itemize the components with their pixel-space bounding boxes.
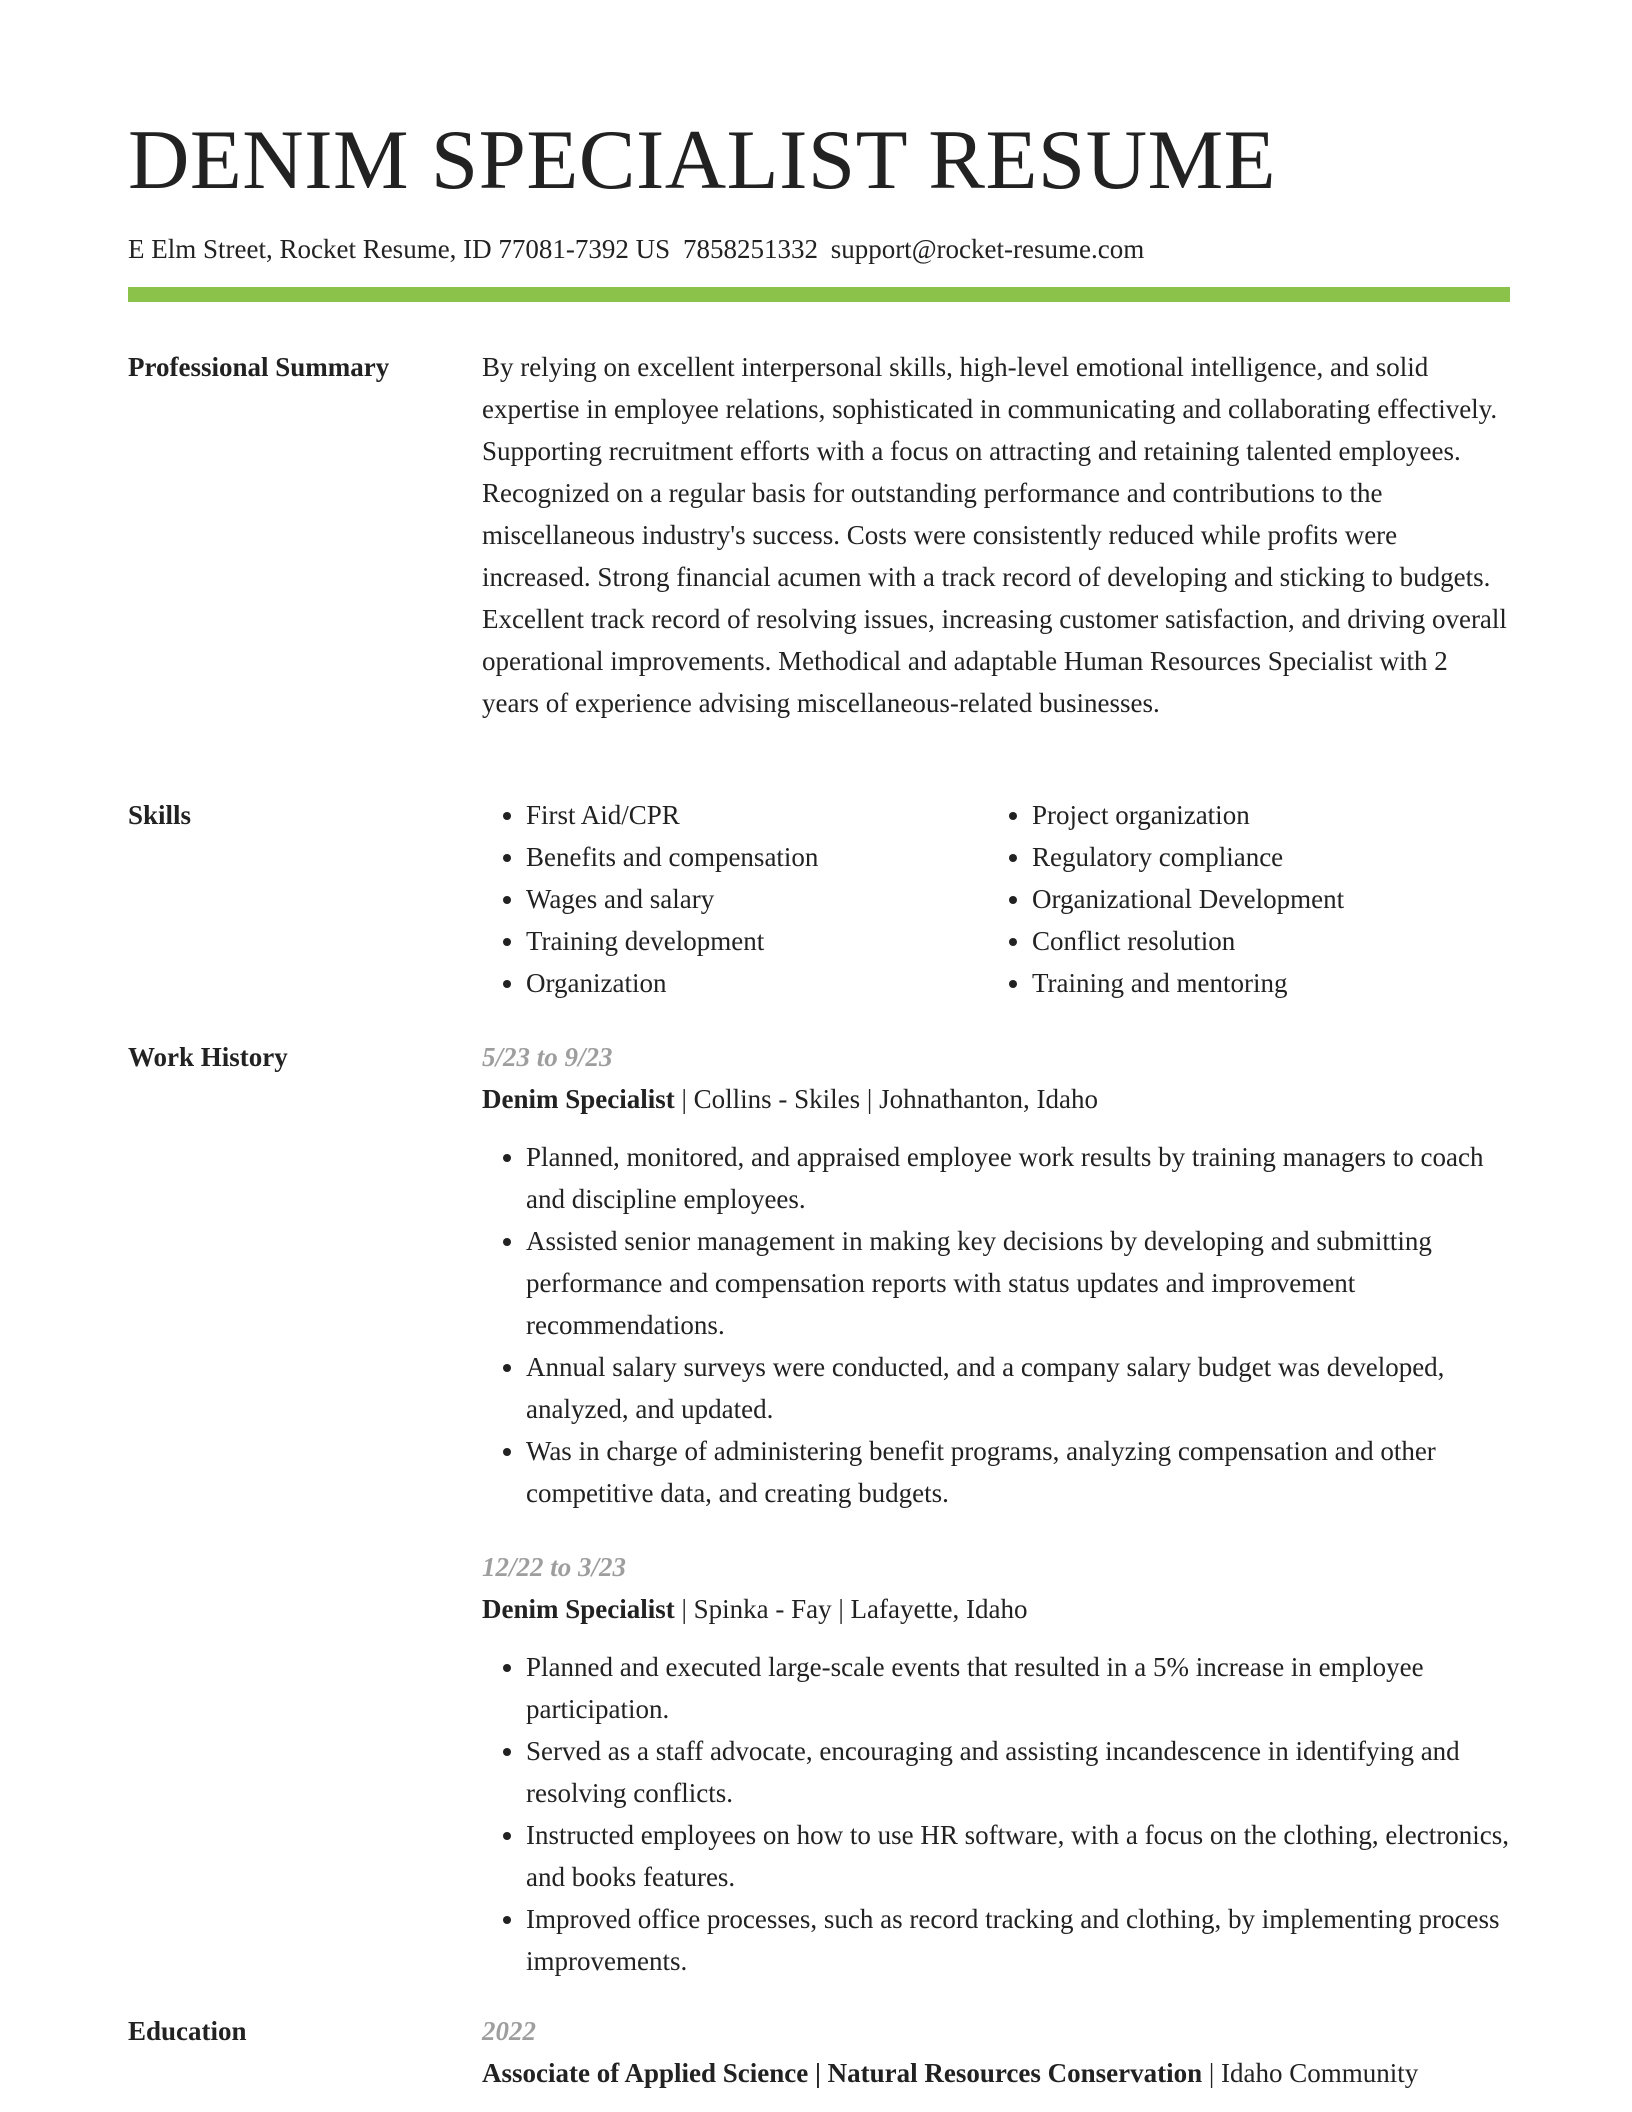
summary-text: By relying on excellent interpersonal skills, high-level emotional intelligence, and solid expertise in employee relations, sophisticated in communicating and collaborating effectively. Supporting recruitment efforts with a focus on attracting and retaining talented employees. Recognized on a regular basis for outstanding performance and contributions to the miscellaneous industry's success. Costs were consistently reduced while profits were increased. Strong financial acumen with a track record of developing and sticking to budgets. Excellent track record of resolving issues, increasing customer satisfaction, and driving overall operational improvements. Methodical and adaptable Human Resources Specialist with 2 years of experience advising miscellaneous-related businesses. xyxy=(482,352,1507,718)
contact-email[interactable]: support@rocket-resume.com xyxy=(830,234,1145,264)
job-bullet: • Planned and executed large-scale events that resulted in a 5% increase in employee participation. xyxy=(526,1646,1510,1730)
job-title: Denim Specialist xyxy=(482,1594,675,1624)
job-title: Denim Specialist xyxy=(482,1084,675,1114)
education-institution: | Idaho Community xyxy=(1202,2058,1419,2088)
skill-item: • Wages and salary xyxy=(526,878,988,920)
skills-body xyxy=(482,794,1510,1004)
education-dates: 2022 xyxy=(482,2016,536,2046)
skills-heading: Skills xyxy=(128,800,192,830)
job-bullets xyxy=(482,1136,1510,1514)
job-dates: 12/22 to 3/23 xyxy=(482,1552,627,1582)
skills-list-right xyxy=(988,794,1494,1004)
skill-item: • First Aid/CPR xyxy=(526,794,988,836)
job-details: | Collins - Skiles | Johnathanton, Idaho xyxy=(674,1084,1099,1114)
job-entry xyxy=(482,1036,1510,1514)
contact-line xyxy=(128,233,1144,265)
job-bullet: • Assisted senior management in making key decisions by developing and submitting performance and compensation reports with status updates and improvement recommendations. xyxy=(526,1220,1510,1346)
job-heading xyxy=(482,1078,1510,1120)
job-bullets xyxy=(482,1646,1510,1982)
skills-list-left xyxy=(482,794,988,1004)
job-dates: 5/23 to 9/23 xyxy=(482,1042,613,1072)
skill-item: • Training development xyxy=(526,920,988,962)
resume-title: DENIM SPECIALIST RESUME xyxy=(128,113,1277,207)
contact-phone: 7858251332 xyxy=(682,234,818,264)
work-history-body xyxy=(482,1036,1510,2014)
education-heading: Education xyxy=(128,2016,247,2046)
education-heading-line xyxy=(482,2052,1510,2094)
job-heading xyxy=(482,1588,1510,1630)
job-bullet: • Served as a staff advocate, encouraging and assisting incandescence in identifying and resolving conflicts. xyxy=(526,1730,1510,1814)
job-bullet: • Instructed employees on how to use HR software, with a focus on the clothing, electronics, and books features. xyxy=(526,1814,1510,1898)
summary-section xyxy=(128,346,1510,766)
skill-item: • Organizational Development xyxy=(1032,878,1494,920)
education-section xyxy=(128,2010,1510,2112)
work-history-heading: Work History xyxy=(128,1042,288,1072)
job-bullet: • Was in charge of administering benefit programs, analyzing compensation and other competitive data, and creating budgets. xyxy=(526,1430,1510,1514)
skills-section xyxy=(128,794,1510,1014)
skill-item: • Training and mentoring xyxy=(1032,962,1494,1004)
job-bullet: • Annual salary surveys were conducted, and a company salary budget was developed, analyzed, and updated. xyxy=(526,1346,1510,1430)
job-bullet: • Planned, monitored, and appraised employee work results by training managers to coach and discipline employees. xyxy=(526,1136,1510,1220)
contact-address: E Elm Street, Rocket Resume, ID 77081-7392 US xyxy=(128,234,671,264)
skill-item: • Project organization xyxy=(1032,794,1494,836)
job-bullet: • Improved office processes, such as record tracking and clothing, by implementing process improvements. xyxy=(526,1898,1510,1982)
skill-item: • Benefits and compensation xyxy=(526,836,988,878)
education-degree: Associate of Applied Science | Natural Resources Conservation xyxy=(482,2058,1203,2088)
skill-item: • Conflict resolution xyxy=(1032,920,1494,962)
skill-item: • Regulatory compliance xyxy=(1032,836,1494,878)
job-entry xyxy=(482,1546,1510,1982)
skill-item: • Organization xyxy=(526,962,988,1004)
education-body xyxy=(482,2010,1510,2094)
work-history-section xyxy=(128,1036,1510,1996)
summary-body xyxy=(482,346,1510,724)
summary-heading: Professional Summary xyxy=(128,352,390,382)
accent-divider xyxy=(128,287,1510,302)
job-details: | Spinka - Fay | Lafayette, Idaho xyxy=(674,1594,1028,1624)
skills-columns xyxy=(482,794,1510,1004)
